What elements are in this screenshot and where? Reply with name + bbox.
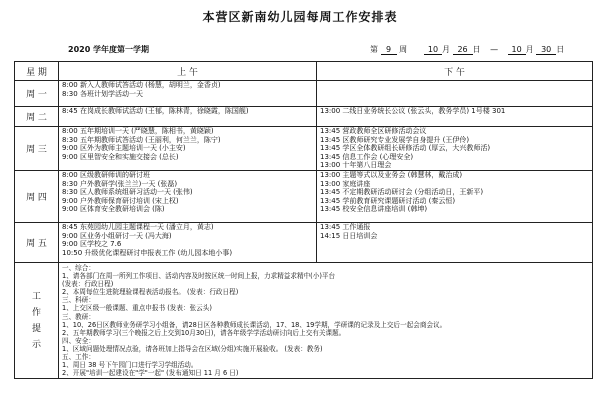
schedule-entry: 8:45 在岗成长教师试活动 (王郁，陈林青，徐晓霞，陈国舰): [62, 107, 249, 115]
schedule-entry: 9:00 区业务小组研讨一天 (冯大海): [62, 231, 172, 240]
schedule-entry: 9:00 区里智安全和实施交接会 (总长): [62, 152, 179, 161]
header-pm: 下 午: [317, 62, 593, 81]
schedule-table: [14, 61, 593, 379]
schedule-entry: 8:30 户外教研学(张兰兰)一天 (张磊): [62, 179, 178, 188]
week-number: [370, 44, 407, 55]
from-month-char: 月: [442, 45, 450, 54]
schedule-entry: 13:00 主题等式以及业务会 (韩慧林，戴治成): [320, 171, 463, 179]
schedule-entry: 9:00 户外教师保育研讨培训 (宋上权): [62, 196, 179, 205]
schedule-entry: 13:45 信息工作会 (心理安全): [320, 152, 414, 161]
schedule-entry: 14:15 日日培训会: [320, 231, 378, 240]
schedule-entry: 8:00 五年期培训一天 (严晓慧，陈相书，黄晓颖): [62, 127, 214, 135]
day-pm-cell: [317, 107, 593, 127]
to-month-char: 月: [525, 45, 534, 54]
day-label: 周 四: [15, 171, 59, 223]
notes-label-char: 提: [31, 323, 41, 334]
note-line: (发表：行政日程): [62, 280, 114, 289]
term-label: 2020 学年度第一学期: [68, 45, 150, 54]
schedule-entry: 8:45 东苑园幼儿园主题课程一天 (潘立月，黄志): [62, 223, 214, 231]
day-am-cell: [59, 81, 317, 107]
note-line: 1、区域问题处理情况点验，请各班加上指导会在区域(分组)实施开展验收。 (发表：教务): [62, 344, 323, 353]
day-pm-cell: [317, 81, 593, 107]
schedule-entry: 13:45 营政教师全区研修活动会议: [320, 127, 427, 135]
notes-row: [15, 263, 593, 379]
day-label: 周 五: [15, 223, 59, 263]
note-line: 五、工作：: [62, 353, 95, 362]
schedule-entry: 13:00 十年第八日理会: [320, 161, 392, 170]
notes-label-char: 示: [31, 339, 41, 350]
table-header-row: [15, 62, 593, 81]
schedule-entry: 8:30 区人教师系统组研习活动一天 (张伟): [62, 188, 193, 197]
schedule-entry: 13:45 不定期教研活动研讨会 (分组活动日，王新平): [320, 188, 484, 197]
note-line: 三、教研：: [62, 312, 95, 321]
week-number-value: 9: [381, 45, 397, 55]
day-label: 周 二: [15, 107, 59, 127]
week-suffix: 周: [399, 45, 408, 54]
range-sep: —: [490, 45, 499, 54]
day-row: [15, 81, 593, 107]
notes-label-char: 作: [31, 307, 41, 318]
day-pm-cell: [317, 127, 593, 171]
note-line: 三、科研：: [62, 296, 95, 305]
notes-label-char: 工: [31, 291, 41, 302]
day-row: [15, 171, 593, 223]
day-row: [15, 107, 593, 127]
to-day: 30: [536, 45, 556, 55]
to-day-char: 日: [556, 45, 565, 54]
day-am-cell: [59, 223, 317, 263]
day-am-cell: [59, 127, 317, 171]
schedule-entry: 13:45 区教师研究专业发展学自身提升 (王伊伶): [320, 135, 470, 144]
schedule-entry: 9:00 区学校之 7.6: [62, 240, 122, 249]
day-am-cell: [59, 107, 317, 127]
schedule-entry: 13:45 学前教育研究课题研讨活动 (秦云恒): [320, 196, 456, 205]
note-line: 1、上交区级一般课题、重点申报书 (发表：张云头): [62, 304, 212, 313]
note-line: 2、本周每位生进院理验课程表活动报名。 (发表：行政日程): [62, 288, 239, 297]
date-range: [424, 44, 564, 55]
note-line: 1、10、26日区教师业务研学习小组备，请28日区各种教师成长课活动，17、18、19学期，学研课的记录及上交后一起会商会议。: [62, 320, 447, 329]
schedule-entry: 8:30 五年期教师试答活动 (王丽利，何兰兰，陈宁): [62, 135, 221, 144]
header-am: 上 午: [59, 62, 317, 81]
note-line: 四、安全：: [62, 336, 95, 345]
day-pm-cell: [317, 171, 593, 223]
day-label: 周 一: [15, 81, 59, 107]
day-pm-cell: [317, 223, 593, 263]
schedule-entry: 13:45 工作通报: [320, 223, 371, 231]
schedule-entry: 8:00 区级教研师训的研讨班: [62, 171, 150, 179]
from-day: 26: [453, 45, 473, 55]
from-day-char: 日: [472, 45, 481, 54]
note-line: 1、周日 38 号下午园门口进行学习学组活动。: [62, 361, 198, 370]
day-label: 周 三: [15, 127, 59, 171]
schedule-entry: 13:00 二线日业务统长公议 (张云头，教务学员) 1号楼 301: [320, 107, 506, 115]
day-rows: [15, 81, 593, 263]
day-am-cell: [59, 171, 317, 223]
note-line: 2、开展"培训一起建设在"学"一起" (发布通知日 11 月 6 日): [62, 369, 239, 378]
schedule-entry: 8:30 各班计划学活动一天: [62, 89, 143, 98]
from-month: 10: [424, 45, 442, 55]
notes-body: [59, 263, 593, 379]
to-month: 10: [508, 45, 526, 55]
day-row: [15, 223, 593, 263]
schedule-entry: 9:00 区外为教师主题培训一天 (小主安): [62, 144, 186, 153]
page-title: 本营区新南幼儿园每周工作安排表: [202, 10, 398, 24]
schedule-entry: 9:00 区体育安全教研培训会 (陈): [62, 205, 165, 214]
schedule-entry: 8:00 新入人教师试答活动 (杨慧，胡明兰，金香贞): [62, 81, 221, 89]
note-line: 2、五年期教师学习(三个晚报之后上交到10月30日)，请各年级学学活动研讨向后上交有关课题。: [62, 328, 346, 337]
header-day: 星 期: [15, 62, 59, 81]
schedule-entry: 13:45 学区全体教研组长研修活动 (厚云，大兴教师活): [320, 144, 491, 153]
notes-label: [15, 263, 59, 379]
note-line: 1、请各部门在周一所列工作项目、活动内容及时按区统一时间上报，力求精益求精中(小)平台: [62, 272, 336, 281]
week-prefix: 第: [370, 45, 378, 54]
schedule-entry: 10:50 升级优化课程研讨申报表工作 (幼儿园本地小事): [62, 248, 233, 257]
schedule-entry: 13:00 家庭讲座: [320, 179, 371, 188]
note-line: 一、综合：: [62, 264, 95, 272]
schedule-entry: 13:45 校安全信息讲座培训 (韩坤): [320, 205, 428, 214]
day-row: [15, 127, 593, 171]
